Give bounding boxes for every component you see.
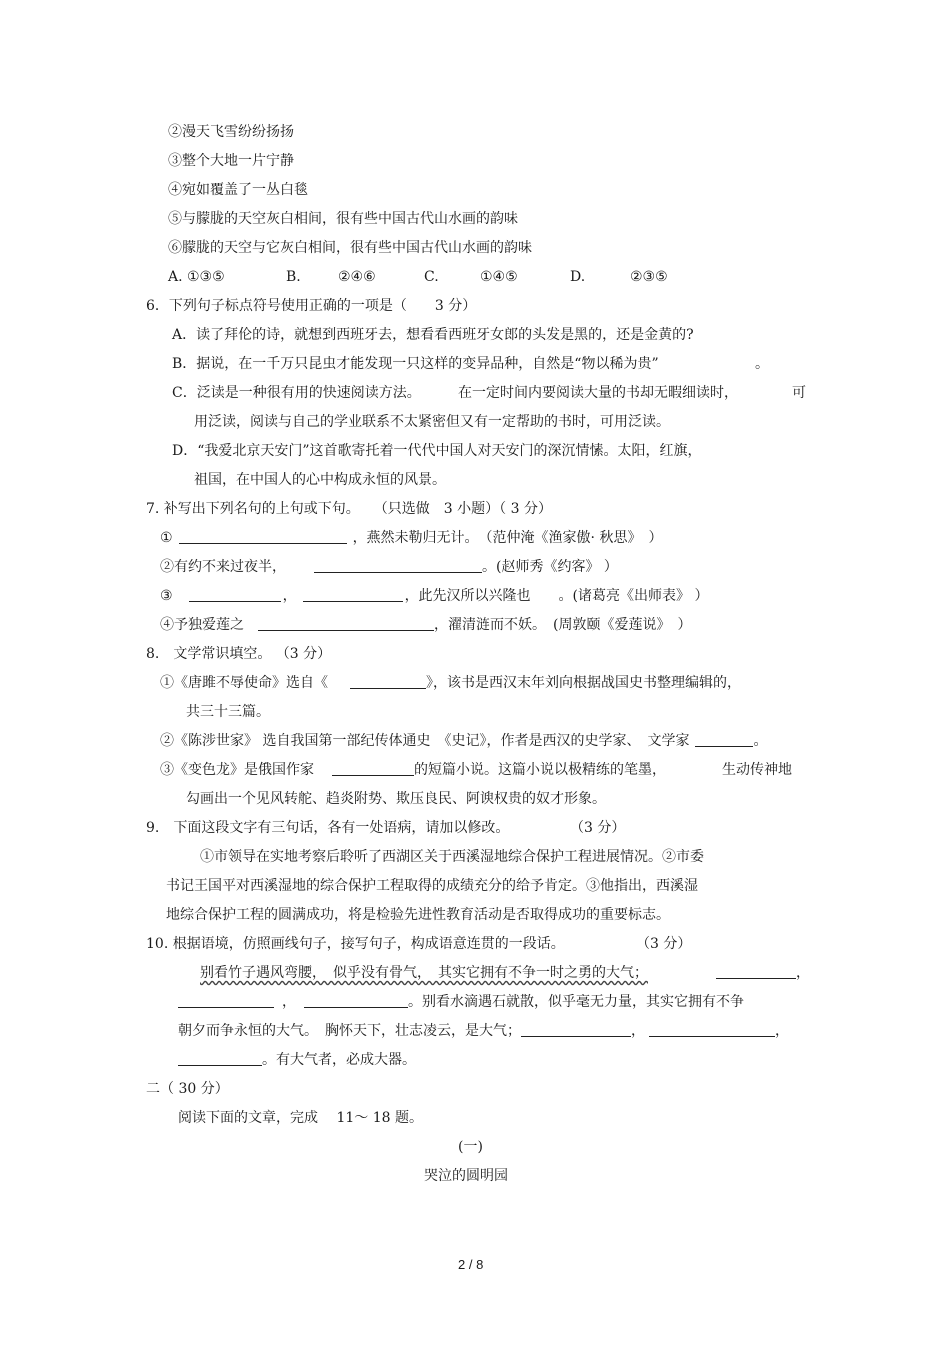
question-9: 9. 下面这段文字有三句话，各有一处语病，请加以修改。 <box>146 820 510 836</box>
option-line-5: ⑤与朦胧的天空灰白相间，很有些中国古代山水画的韵味 <box>168 211 518 227</box>
question-6: 6．下列句子标点符号使用正确的一项是（ 3 分） <box>146 298 477 314</box>
q8-item-3: ③《变色龙》是俄国作家 的短篇小说。这篇小说以极精练的笔墨， <box>160 762 666 778</box>
option-line-3: ③整个大地一片宁静 <box>168 153 294 169</box>
q10-blank-5[interactable] <box>649 1021 775 1037</box>
q8-item-3-end: 生动传神地 <box>722 762 792 778</box>
q8-item-1: ①《唐雎不辱使命》选自《 》，该书是西汉末年刘向根据战国史书整理编辑的， <box>160 675 741 691</box>
q7-blank-3a[interactable] <box>189 586 281 602</box>
option-line-6: ⑥朦胧的天空与它灰白相间，很有些中国古代山水画的韵味 <box>168 240 532 256</box>
choice-b-value: ②④⑥ <box>338 269 376 285</box>
question-10: 10. 根据语境，仿照画线句子，接写句子，构成语意连贯的一段话。 <box>146 936 565 952</box>
option-line-2: ②漫天飞雪纷纷扬扬 <box>168 124 294 140</box>
q6-option-a: A．读了拜伦的诗，就想到西班牙去，想看看西班牙女郎的头发是黑的，还是金黄的? <box>172 327 694 343</box>
q8-item-2: ②《陈涉世家》 选自我国第一部纪传体通史 《史记》，作者是西汉的史学家、 文学家 。 <box>160 733 768 749</box>
question-10-score: （3 分） <box>636 936 692 952</box>
q7-blank-4[interactable] <box>258 615 434 631</box>
choice-d-value: ②③⑤ <box>630 269 668 285</box>
q10-blank-6[interactable] <box>178 1050 262 1066</box>
q7-blank-3b[interactable] <box>303 586 403 602</box>
q10-model-sentence: 别看竹子遇风弯腰， 似乎没有骨气， 其实它拥有不争一时之勇的大气； <box>200 965 648 981</box>
option-line-4: ④宛如覆盖了一丛白毯 <box>168 182 308 198</box>
q10-line-4: 。有大气者，必成大器。 <box>178 1050 416 1070</box>
q9-para-line-1: ①市领导在实地考察后聆听了西湖区关于西溪湿地综合保护工程进展情况。②市委 <box>200 849 704 865</box>
q7-item-1: ① ，燕然未勒归无计。 （范仲淹《渔家傲· 秋思》 ） <box>160 530 663 546</box>
q6-option-b: B．据说，在一千万只昆虫才能发现一只这样的变异品种，自然是“物以稀为贵” <box>172 356 659 372</box>
q8-item-1-cont: 共三十三篇。 <box>186 704 270 720</box>
choice-c-value: ①④⑤ <box>480 269 518 285</box>
question-9-score: （3 分） <box>570 820 626 836</box>
q10-line-2: ， 。别看水滴遇石就散，似乎毫无力量，其实它拥有不争 <box>178 992 744 1012</box>
q6-option-c-end: 可 <box>792 385 806 401</box>
q10-blank-2[interactable] <box>178 992 274 1008</box>
q6-option-d: D．“我爱北京天安门”这首歌寄托着一代代中国人对天安门的深沉情愫。太阳，红旗， <box>172 443 702 459</box>
choice-a: A. ①③⑤ <box>168 269 225 285</box>
essay-title: 哭泣的圆明园 <box>424 1168 508 1184</box>
section-2-heading: 二（ 30 分） <box>146 1081 229 1097</box>
q6-option-c: C．泛读是一种很有用的快速阅读方法。 <box>172 385 421 401</box>
question-8: 8. 文学常识填空。 （3 分） <box>146 646 332 662</box>
reading-instruction: 阅读下面的文章，完成 11～ 18 题。 <box>178 1110 423 1126</box>
q10-blank-1[interactable] <box>716 963 796 979</box>
q9-para-line-2: 书记王国平对西溪湿地的综合保护工程取得的成绩充分的给予肯定。③他指出，西溪湿 <box>166 878 698 894</box>
q10-line-1-tail: ， <box>716 963 810 983</box>
q9-para-line-3: 地综合保护工程的圆满成功，将是检验先进性教育活动是否取得成功的重要标志。 <box>166 907 670 923</box>
q7-item-3: ③ ， ，此先汉所以兴隆也 。(诸葛亮《出师表》 ） <box>160 588 709 604</box>
q6-option-c-cont: 用泛读，阅读与自己的学业联系不太紧密但又有一定帮助的书时，可用泛读。 <box>194 414 670 430</box>
q7-blank-1[interactable] <box>179 528 347 544</box>
choice-b-label: B. <box>286 269 301 285</box>
q6-option-b-end: 。 <box>755 356 769 372</box>
q8-blank-3[interactable] <box>332 760 414 776</box>
q10-blank-4[interactable] <box>521 1021 631 1037</box>
q7-blank-2[interactable] <box>314 557 482 573</box>
q8-item-3-cont: 勾画出一个见风转舵、趋炎附势、欺压良民、阿谀权贵的奴才形象。 <box>186 791 606 807</box>
question-7: 7. 补写出下列名句的上句或下句。 （只选做 3 小题）（ 3 分） <box>146 501 552 517</box>
q8-blank-1[interactable] <box>350 673 426 689</box>
q6-option-d-cont: 祖国，在中国人的心中构成永恒的风景。 <box>194 472 446 488</box>
q10-blank-3[interactable] <box>304 992 408 1008</box>
page-number: 2 / 8 <box>458 1257 484 1272</box>
choice-d-label: D. <box>570 269 586 285</box>
choice-c-label: C. <box>424 269 439 285</box>
q7-item-2: ②有约不来过夜半， 。(赵师秀《约客》 ） <box>160 559 618 575</box>
q10-line-3: 朝夕而争永恒的大气。 胸怀天下，壮志凌云，是大气； ， ， <box>178 1023 789 1039</box>
q6-option-c-mid: 在一定时间内要阅读大量的书却无暇细读时， <box>458 385 738 401</box>
q7-item-4: ④予独爱莲之 ，濯清涟而不妖。 (周敦颐《爱莲说》 ） <box>160 617 692 633</box>
q8-blank-2[interactable] <box>695 731 753 747</box>
part-number: (一) <box>458 1139 483 1155</box>
